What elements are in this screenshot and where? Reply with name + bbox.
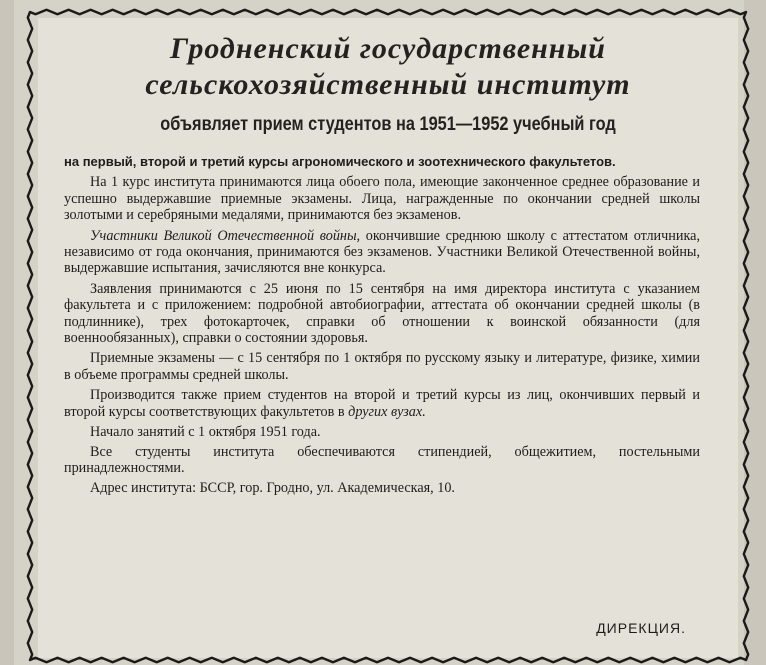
admission-subtitle: объявляет прием студентов на 1951—1952 учебный год xyxy=(160,114,616,135)
paragraph-provisions: Все студенты института обеспечиваются стипендией, общежитием, постельными принадлежностями. xyxy=(64,443,700,476)
transfer-italic: других вузах. xyxy=(348,403,426,420)
paragraph-start-date: Начало занятий с 1 октября 1951 года. xyxy=(90,424,321,441)
paragraph-address: Адрес института: БССР, гор. Гродно, ул. Академическая, 10. xyxy=(90,480,455,497)
signature-directorate: ДИРЕКЦИЯ. xyxy=(596,620,686,636)
transfer-text: Производится также прием студентов на второй и третий курсы из лиц, окончивших первый и второй курсы соответствующих факультетов в xyxy=(64,387,700,420)
veterans-text: окончившие среднюю школу с аттестатом отличника, независимо от года окончания, принимаются без экзаменов. Участники Великой Отечественной войны, выдержавшие испытания, зачисляются вне конкурса. xyxy=(64,227,700,277)
notice-body xyxy=(64,154,700,501)
adjacent-column-right xyxy=(744,0,766,665)
veterans-italic: Участники Великой Отечественной войны, xyxy=(90,227,361,244)
paragraph-first-year: На 1 курс института принимаются лица обоего пола, имеющие законченное среднее образование и успешно выдержавшие приемные экзамены. Лица, награжденные по окончании средней школы золотыми и серебряными медалями, принимаются без экзаменов. xyxy=(64,174,700,224)
institute-title-line1: Гродненский государственный xyxy=(170,32,606,65)
institute-title-line2: сельскохозяйственный институт xyxy=(145,68,631,101)
paragraph-exams: Приемные экзамены — с 15 сентября по 1 октября по русскому языку и литературе, физике, химии в объеме программы средней школы. xyxy=(64,350,700,383)
advertisement-notice xyxy=(38,18,738,658)
paragraph-applications: Заявления принимаются с 25 июня по 15 сентября на имя директора института с указанием факультета и с приложением: подробной автобиографии, аттестата об окончании средней школы (в подлиннике), трех фотокарточек, справки об отношении к воинской обязанности (для военнообязанных), справки о состоянии здоровья. xyxy=(64,280,700,347)
paragraph-veterans xyxy=(64,228,700,277)
intro-paragraph: на первый, второй и третий курсы агрономического и зоотехнического факультетов. xyxy=(64,154,616,169)
paragraph-transfer xyxy=(64,387,700,420)
adjacent-column-left xyxy=(0,0,14,665)
